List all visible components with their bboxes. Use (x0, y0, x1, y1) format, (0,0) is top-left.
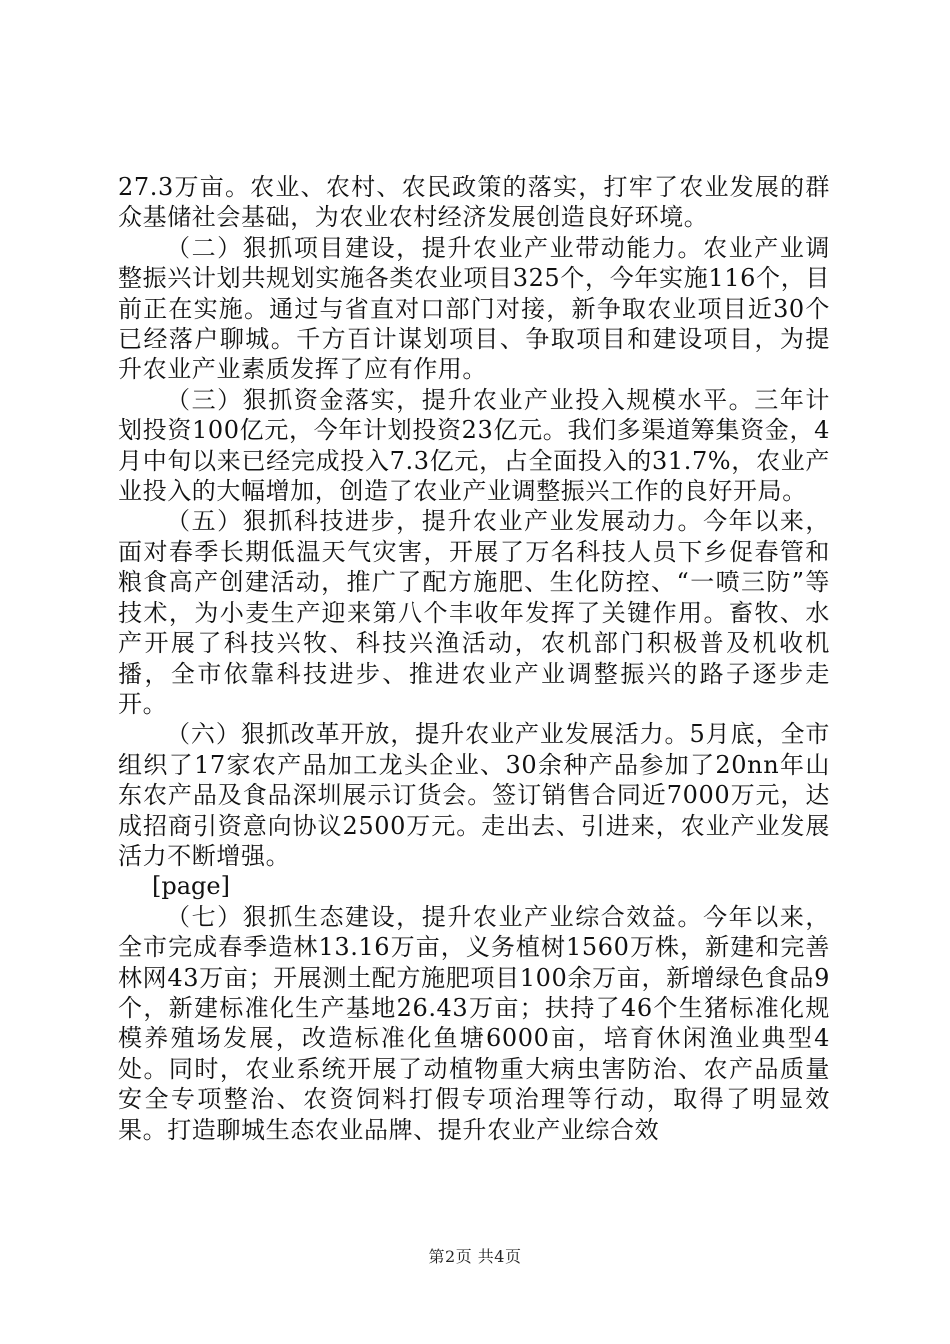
paragraph-ecology: （七）狠抓生态建设，提升农业产业综合效益。今年以来，全市完成春季造林13.16万亩，义务植树1560万株，新建和完善林网43万亩；开展测土配方施肥项目100余万亩，新增绿色食品9个，新建标准化生产基地26.43万亩；扶持了46个生猪标准化规模养殖场发展，改造标准化鱼塘6000亩，培育休闲渔业典型4处。同时，农业系统开展了动植物重大病虫害防治、农产品质量安全专项整治、农资饲料打假专项治理等行动，取得了明显效果。打造聊城生态农业品牌、提升农业产业综合效 (118, 902, 830, 1144)
paragraph-technology: （五）狠抓科技进步，提升农业产业发展动力。今年以来，面对春季长期低温天气灾害，开展了万名科技人员下乡促春管和粮食高产创建活动，推广了配方施肥、生化防控、“一喷三防”等技术，为小麦生产迎来第八个丰收年发挥了关键作用。畜牧、水产开展了科技兴牧、科技兴渔活动，农机部门积极普及机收机播，全市依靠科技进步、推进农业产业调整振兴的路子逐步走开。 (118, 507, 830, 718)
document-body (118, 172, 830, 1145)
paragraph-funding: （三）狠抓资金落实，提升农业产业投入规模水平。三年计划投资100亿元，今年计划投资23亿元。我们多渠道筹集资金，4月中旬以来已经完成投入7.3亿元，占全面投入的31.7%，农业产业投入的大幅增加，创造了农业产业调整振兴工作的良好开局。 (118, 385, 830, 506)
paragraph-continued: 27.3万亩。农业、农村、农民政策的落实，打牢了农业发展的群众基储社会基础，为农业农村经济发展创造良好环境。 (118, 173, 830, 232)
page-break-marker: [page] (152, 872, 230, 901)
paragraph-project-construction: （二）狠抓项目建设，提升农业产业带动能力。农业产业调整振兴计划共规划实施各类农业项目325个，今年实施116个，目前正在实施。通过与省直对口部门对接，新争取农业项目近30个已经落户聊城。千方百计谋划项目、争取项目和建设项目，为提升农业产业素质发挥了应有作用。 (118, 233, 830, 384)
paragraph-reform-opening: （六）狠抓改革开放，提升农业产业发展活力。5月底，全市组织了17家农产品加工龙头企业、30余种产品参加了20nn年山东农产品及食品深圳展示订货会。签订销售合同近7000万元，达成招商引资意向协议2500万元。走出去、引进来，农业产业发展活力不断增强。 (118, 720, 830, 870)
page-footer: 第2页 共4页 (428, 1247, 522, 1266)
